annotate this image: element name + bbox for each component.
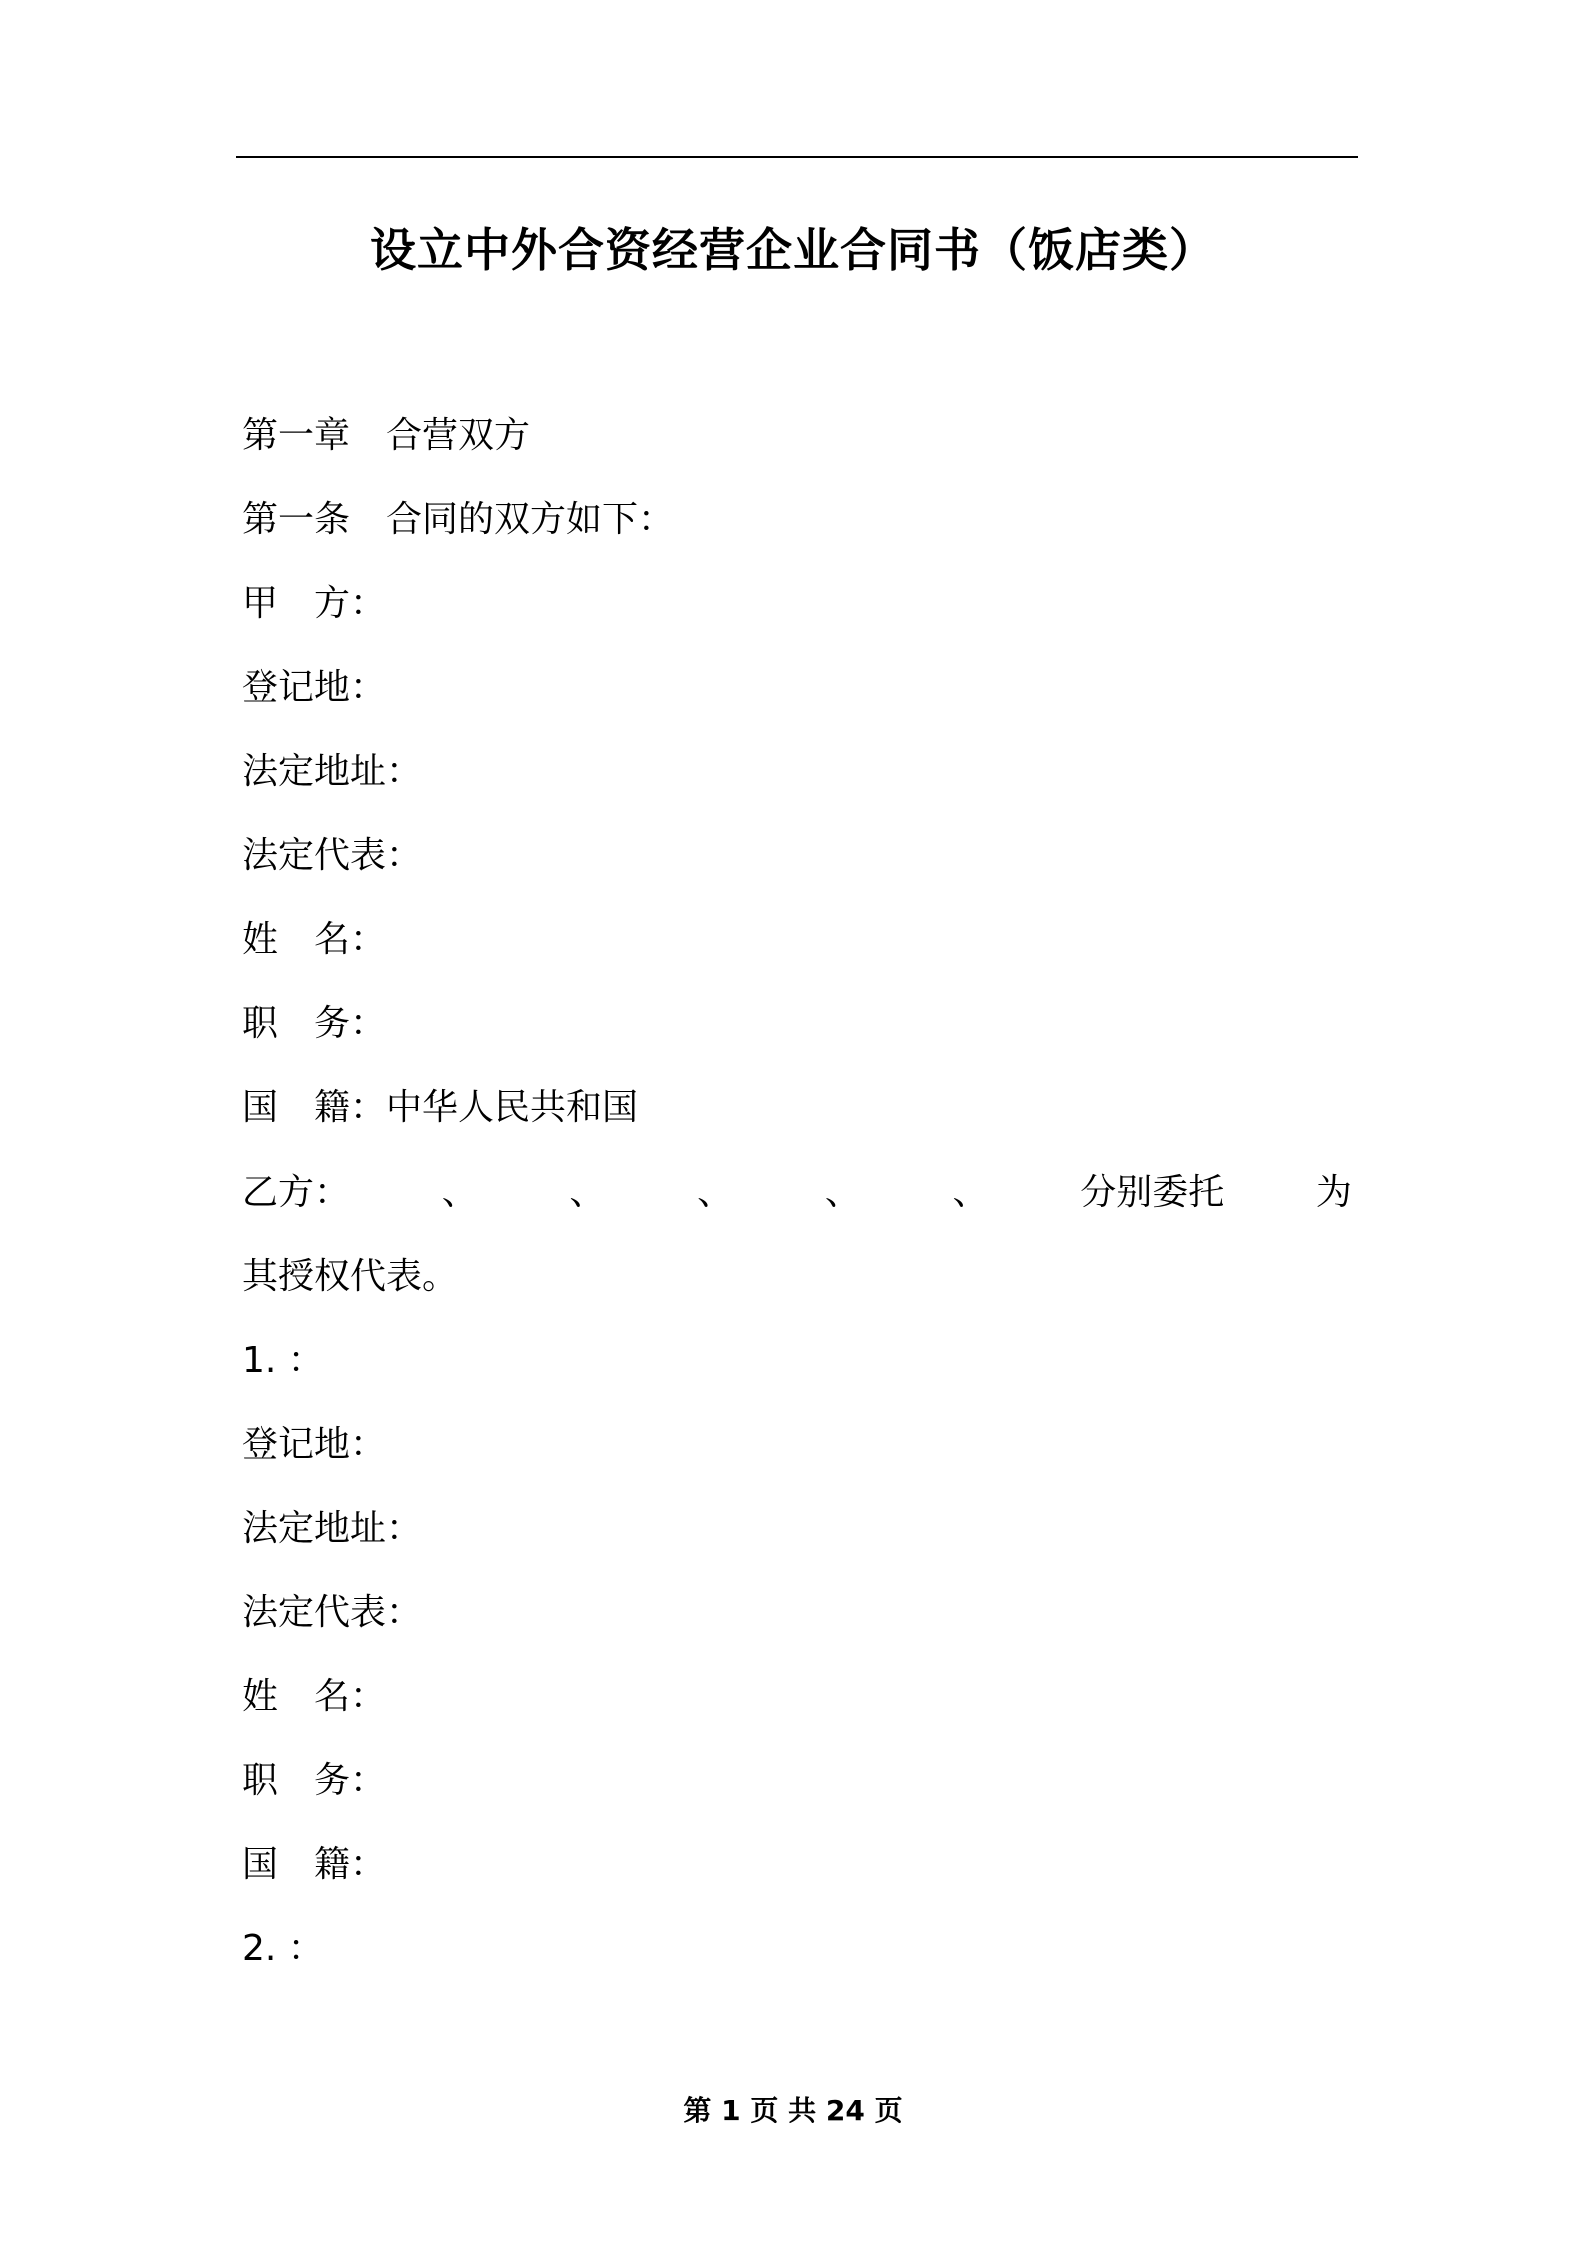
document-title: 设立中外合资经营企业合同书（饭店类）: [370, 223, 1216, 277]
item-2-label: 2. ：: [242, 1928, 324, 1969]
registration-place-label: 登记地：: [242, 667, 387, 708]
item-1-label: 1. ：: [242, 1340, 324, 1381]
separator: 、: [441, 1172, 478, 1213]
page-footer: 第 1 页 共 24 页: [683, 2094, 903, 2127]
position-label: 职 务：: [242, 1760, 387, 1801]
party-b-line: [242, 1163, 1352, 1223]
party-b-label: 乙方：: [242, 1172, 351, 1213]
nationality-label: 国 籍：: [242, 1844, 387, 1885]
separator: 、: [569, 1172, 606, 1213]
article-heading: 第一条 合同的双方如下：: [242, 499, 675, 540]
name-label: 姓 名：: [242, 919, 387, 960]
legal-representative-label: 法定代表：: [242, 1592, 423, 1633]
party-a-label: 甲 方：: [242, 583, 387, 624]
entrust-text: 分别委托: [1080, 1172, 1225, 1213]
nationality-label: 国 籍：中华人民共和国: [242, 1087, 639, 1128]
registration-place-label: 登记地：: [242, 1424, 387, 1465]
position-label: 职 务：: [242, 1003, 387, 1044]
name-label: 姓 名：: [242, 1676, 387, 1717]
header-rule: [236, 156, 1358, 158]
for-text: 为: [1315, 1172, 1352, 1213]
separator: 、: [824, 1172, 861, 1213]
authorized-representative-text: 其授权代表。: [242, 1256, 459, 1297]
legal-address-label: 法定地址：: [242, 1508, 423, 1549]
legal-representative-label: 法定代表：: [242, 835, 423, 876]
chapter-heading: 第一章 合营双方: [242, 415, 531, 456]
separator: 、: [952, 1172, 989, 1213]
separator: 、: [697, 1172, 734, 1213]
legal-address-label: 法定地址：: [242, 751, 423, 792]
